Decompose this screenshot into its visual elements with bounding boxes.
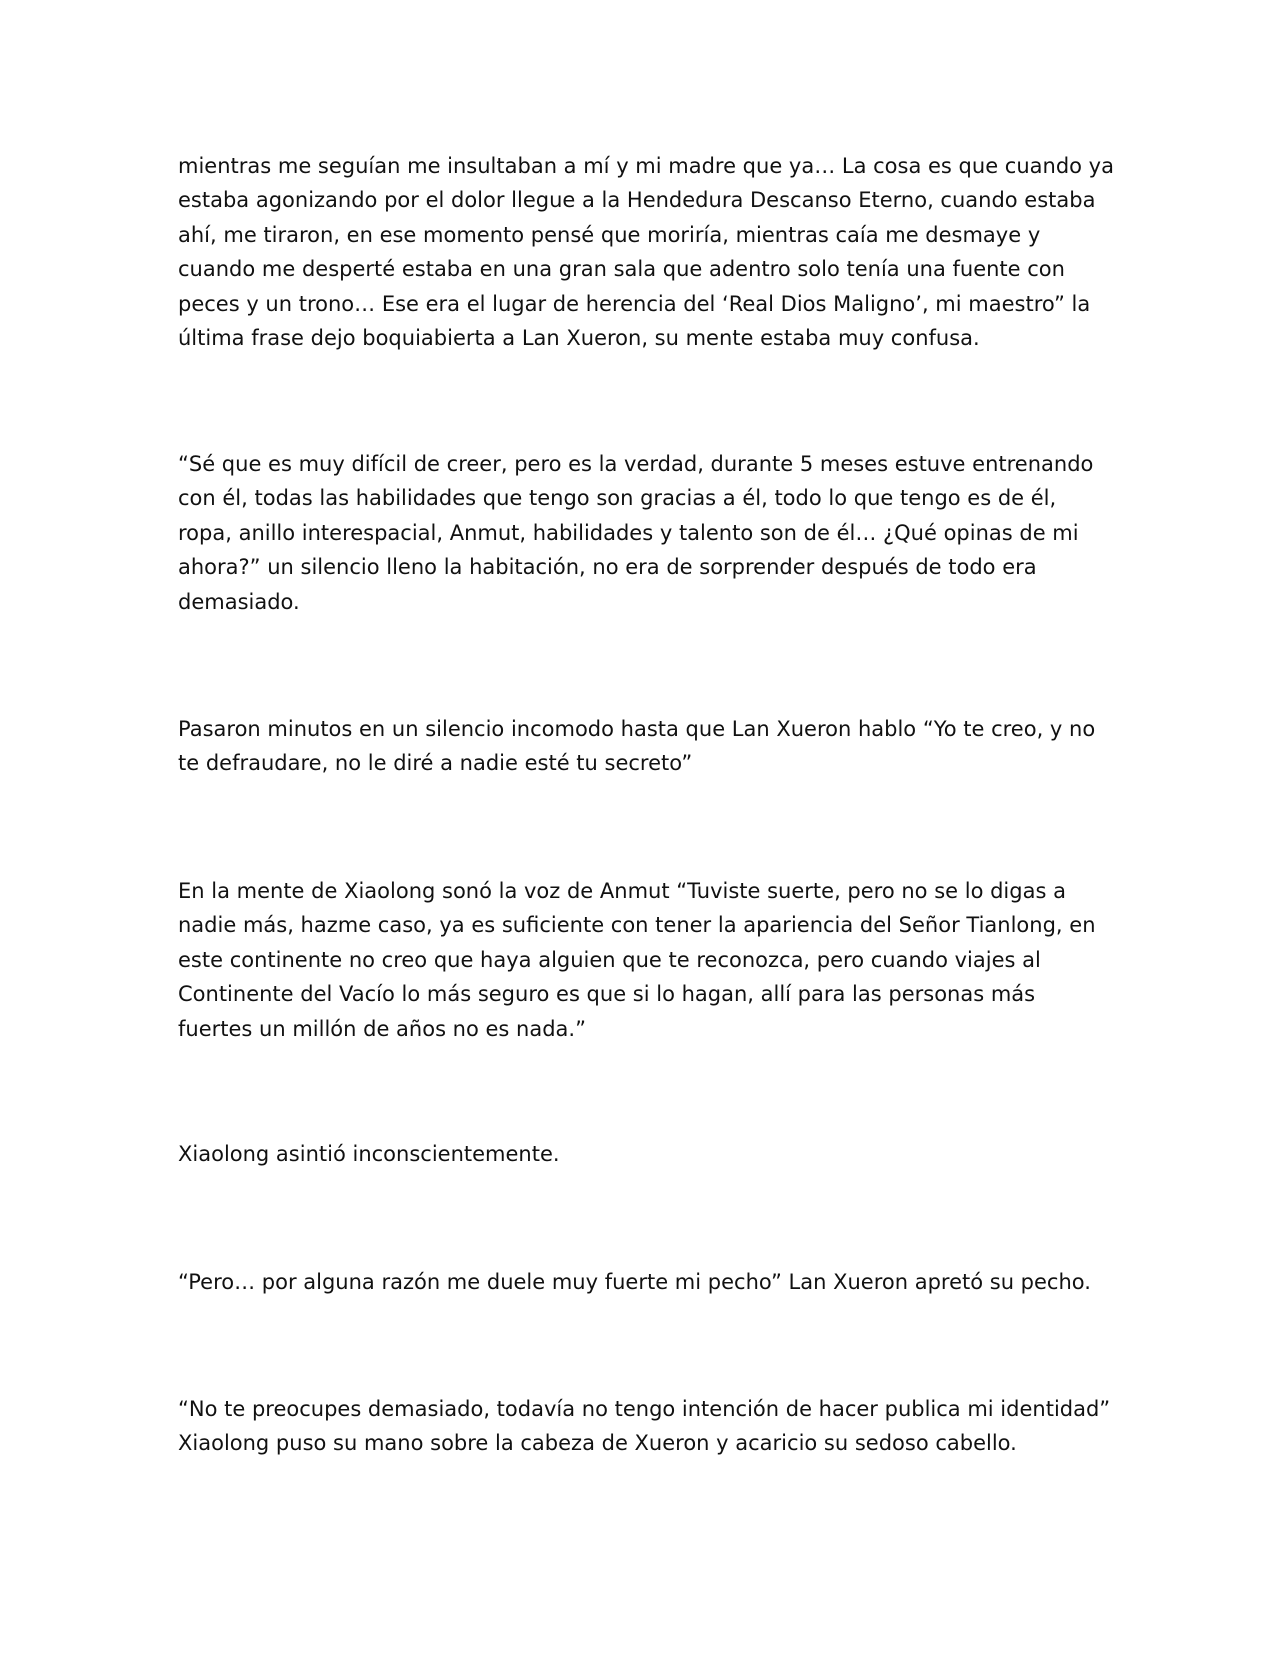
text-line: cuando me desperté estaba en una gran sala que adentro solo tenía una fuente con (178, 257, 1065, 282)
text-line: estaba agonizando por el dolor llegue a la Hendedura Descanso Eterno, cuando estaba (178, 188, 1096, 213)
text-line: ropa, anillo interespacial, Anmut, habilidades y talento son de él… ¿Qué opinas de mi (178, 520, 1079, 545)
text-line: “Pero… por alguna razón me duele muy fuerte mi pecho” Lan Xueron apretó su pecho. (178, 1270, 1091, 1294)
text-line: En la mente de Xiaolong sonó la voz de Anmut “Tuviste suerte, pero no se lo digas a (178, 879, 1066, 903)
text-line: “Sé que es muy difícil de creer, pero es la verdad, durante 5 meses estuve entrenando (178, 452, 1094, 476)
paragraph-3 (178, 712, 1108, 781)
text-line: última frase dejo boquiabierta a Lan Xueron, su mente estaba muy confusa. (178, 326, 980, 351)
text-line: este continente no creo que haya alguien que te reconozca, pero cuando viajes al (178, 947, 1041, 972)
text-line: Pasaron minutos en un silencio incomodo hasta que Lan Xueron hablo “Yo te creo, y no (178, 717, 1096, 741)
text-line: mientras me seguían me insultaban a mí y mi madre que ya… La cosa es que cuando ya (178, 154, 1114, 178)
text-line: demasiado. (178, 589, 300, 614)
text-line: te defraudare, no le diré a nadie esté tu secreto” (178, 751, 693, 776)
text-line: con él, todas las habilidades que tengo son gracias a él, todo lo que tengo es de él, (178, 486, 1057, 511)
paragraph-1 (178, 149, 1114, 355)
paragraph-7 (178, 1392, 1111, 1461)
paragraph-4 (178, 874, 1108, 1046)
text-line: fuertes un millón de años no es nada.” (178, 1016, 586, 1041)
text-line: ahí, me tiraron, en ese momento pensé que moriría, mientras caía me desmaye y (178, 222, 1041, 247)
paragraph-6 (178, 1265, 1108, 1299)
text-line: Xiaolong asintió inconscientemente. (178, 1142, 560, 1166)
paragraph-5 (178, 1137, 1108, 1171)
text-line: Xiaolong puso su mano sobre la cabeza de Xueron y acaricio su sedoso cabello. (178, 1431, 1017, 1456)
text-line: Continente del Vacío lo más seguro es que si lo hagan, allí para las personas más (178, 982, 1036, 1007)
text-line: “No te preocupes demasiado, todavía no tengo intención de hacer publica mi identidad” (178, 1397, 1111, 1421)
paragraph-2 (178, 447, 1108, 619)
text-line: nadie más, hazme caso, ya es suficiente con tener la apariencia del Señor Tianlong, en (178, 913, 1096, 938)
text-line: peces y un trono… Ese era el lugar de herencia del ‘Real Dios Maligno’, mi maestro” la (178, 291, 1091, 316)
text-line: ahora?” un silencio lleno la habitación, no era de sorprender después de todo era (178, 555, 1037, 580)
